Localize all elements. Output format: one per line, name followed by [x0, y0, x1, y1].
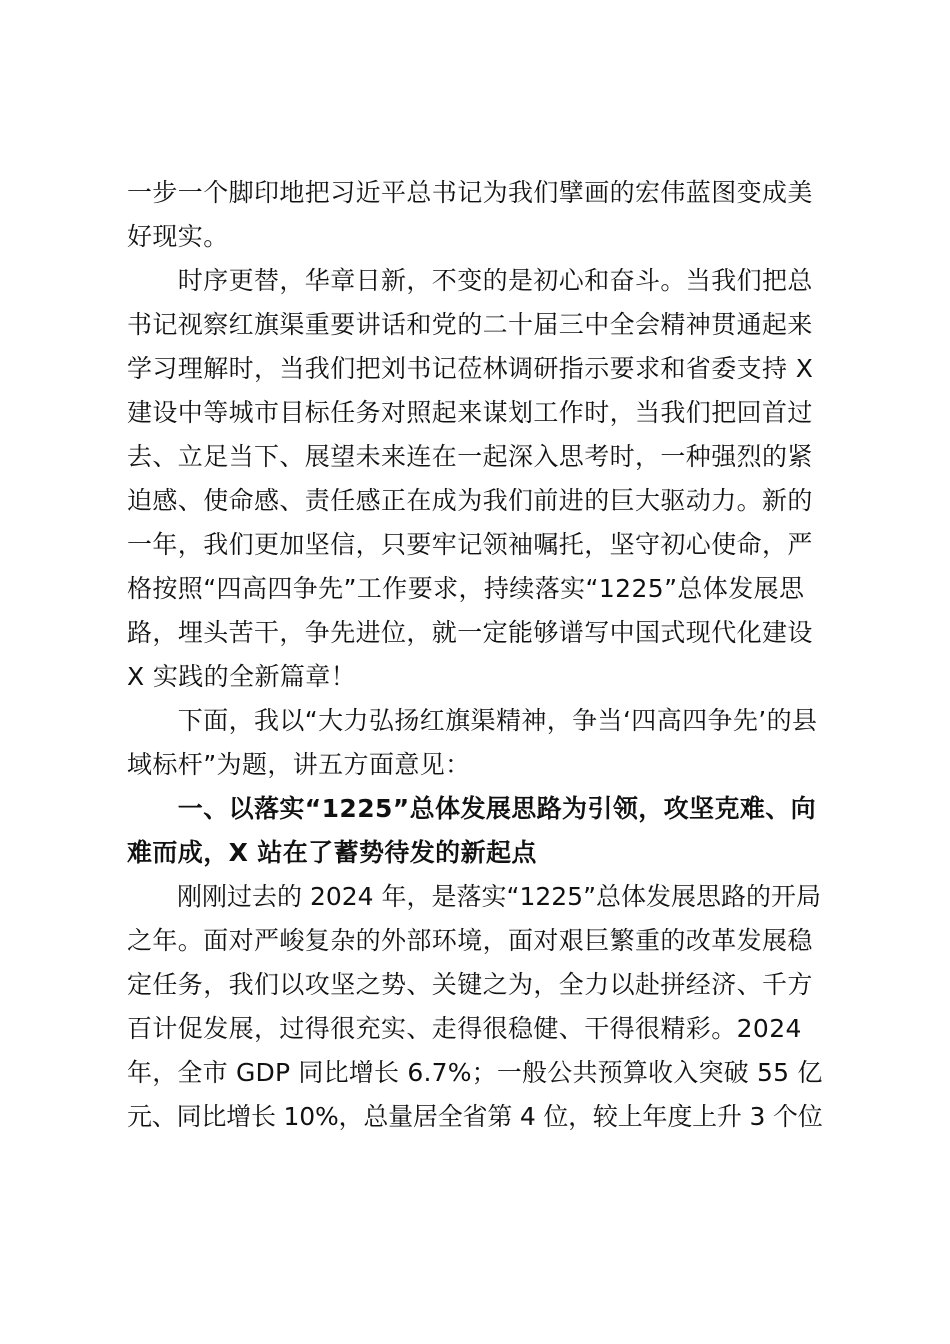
paragraph-line: 去、立足当下、展望未来连在一起深入思考时，一种强烈的紧 [127, 442, 813, 471]
paragraph-line: 下面，我以“大力弘扬红旗渠精神，争当‘四高四争先’的县 [127, 706, 818, 735]
paragraph-line: 年，全市 GDP 同比增长 6.7%；一般公共预算收入突破 55 亿 [127, 1058, 823, 1087]
paragraph-line: 时序更替，华章日新，不变的是初心和奋斗。当我们把总 [127, 266, 813, 295]
paragraph-line: 一年，我们更加坚信，只要牢记领袖嘱托，坚守初心使命，严 [127, 530, 813, 559]
paragraph-line: 百计促发展，过得很充实、走得很稳健、干得很精彩。2024 [127, 1014, 802, 1043]
paragraph-line: 好现实。 [127, 222, 229, 251]
paragraph-line: 一步一个脚印地把习近平总书记为我们擘画的宏伟蓝图变成美 [127, 178, 813, 207]
paragraph-line: 书记视察红旗渠重要讲话和党的二十届三中全会精神贯通起来 [127, 310, 813, 339]
paragraph-line: X 实践的全新篇章！ [127, 662, 357, 691]
section-heading-line: 一、以落实“1225”总体发展思路为引领，攻坚克难、向 [127, 794, 817, 823]
paragraph-line: 学习理解时，当我们把刘书记莅林调研指示要求和省委支持 X [127, 354, 814, 383]
paragraph-line: 建设中等城市目标任务对照起来谋划工作时，当我们把回首过 [127, 398, 813, 427]
paragraph-line: 格按照“四高四争先”工作要求，持续落实“1225”总体发展思 [127, 574, 805, 603]
paragraph-line: 之年。面对严峻复杂的外部环境，面对艰巨繁重的改革发展稳 [127, 926, 813, 955]
section-heading-line: 难而成，X 站在了蓄势待发的新起点 [127, 838, 537, 867]
paragraph-line: 定任务，我们以攻坚之势、关键之为，全力以赴拼经济、千方 [127, 970, 813, 999]
paragraph-line: 路，埋头苦干，争先进位，就一定能够谱写中国式现代化建设 [127, 618, 813, 647]
paragraph-line: 元、同比增长 10%，总量居全省第 4 位，较上年度上升 3 个位 [127, 1102, 823, 1131]
paragraph-line: 刚刚过去的 2024 年，是落实“1225”总体发展思路的开局 [127, 882, 822, 911]
paragraph-line: 域标杆”为题，讲五方面意见： [127, 750, 471, 779]
paragraph-line: 迫感、使命感、责任感正在成为我们前进的巨大驱动力。新的 [127, 486, 813, 515]
